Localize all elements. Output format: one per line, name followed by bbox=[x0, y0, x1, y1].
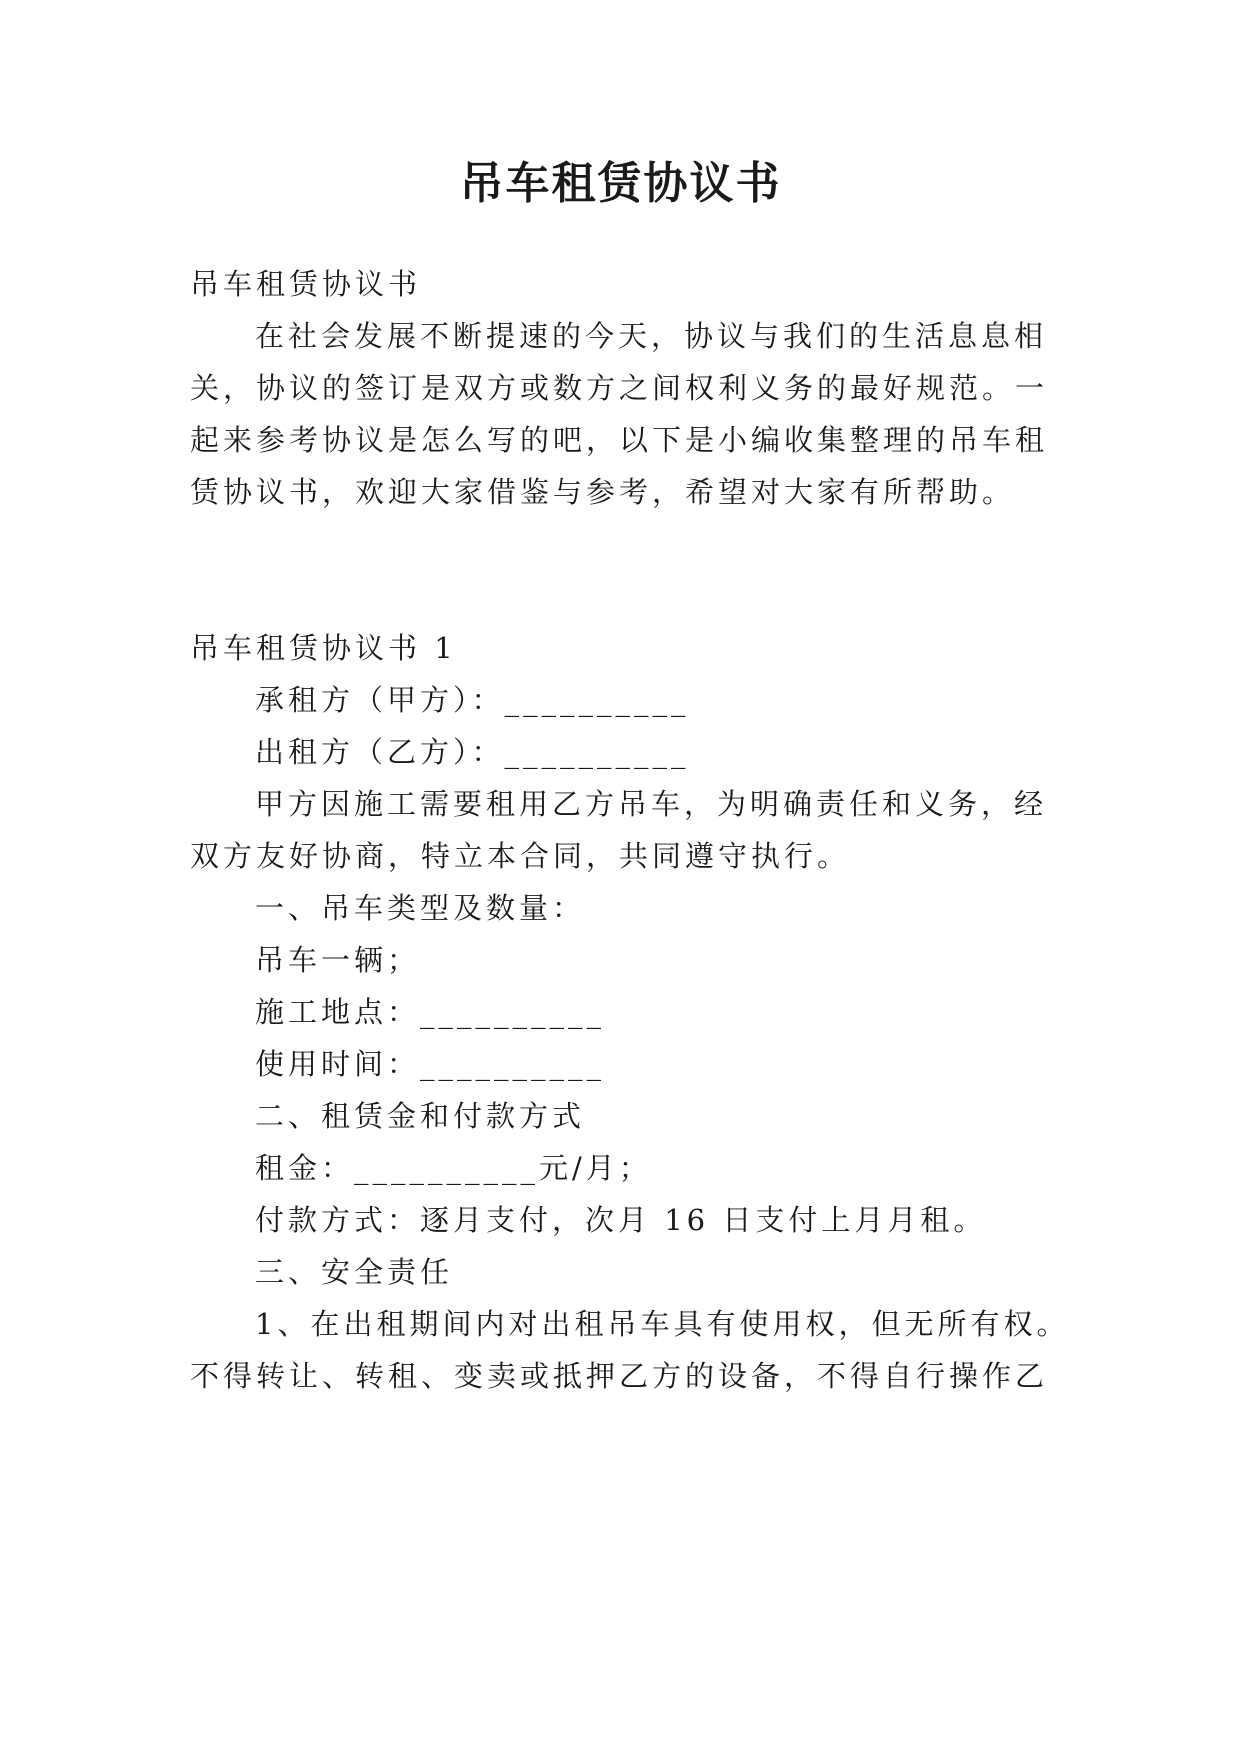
document-body bbox=[190, 255, 1070, 1455]
clause1-heading: 一、吊车类型及数量： bbox=[255, 891, 586, 925]
section1-heading: 吊车租赁协议书 1 bbox=[190, 631, 457, 665]
usage-time-line: 使用时间：__________ bbox=[255, 1047, 606, 1081]
rent-line: 租金：__________元/月； bbox=[255, 1151, 652, 1185]
intro-line-3: 起来参考协议是怎么写的吧，以下是小编收集整理的吊车租 bbox=[190, 423, 1049, 457]
intro-line-4: 赁协议书，欢迎大家借鉴与参考，希望对大家有所帮助。 bbox=[190, 475, 1016, 509]
purpose-line-2: 双方友好协商，特立本合同，共同遵守执行。 bbox=[190, 839, 851, 873]
purpose-line-1: 甲方因施工需要租用乙方吊车，为明确责任和义务，经 bbox=[255, 787, 1048, 821]
safety-line-1: 1、在出租期间内对出租吊车具有使用权，但无所有权。 bbox=[255, 1307, 1070, 1341]
payment-line: 付款方式：逐月支付，次月 16 日支付上月月租。 bbox=[255, 1203, 987, 1237]
intro-heading: 吊车租赁协议书 bbox=[190, 267, 422, 301]
lessor-line: 出租方（乙方）：__________ bbox=[255, 735, 690, 769]
clause3-heading: 三、安全责任 bbox=[255, 1255, 454, 1289]
safety-line-2: 不得转让、转租、变卖或抵押乙方的设备，不得自行操作乙 bbox=[190, 1359, 1049, 1393]
lessee-line: 承租方（甲方）：__________ bbox=[255, 683, 690, 717]
intro-line-2: 关，协议的签订是双方或数方之间权利义务的最好规范。一 bbox=[190, 371, 1049, 405]
intro-line-1: 在社会发展不断提速的今天，协议与我们的生活息息相 bbox=[255, 319, 1048, 353]
crane-count-line: 吊车一辆； bbox=[255, 943, 421, 977]
site-line: 施工地点：__________ bbox=[255, 995, 606, 1029]
document-title: 吊车租赁协议书 bbox=[459, 158, 782, 209]
clause2-heading: 二、租赁金和付款方式 bbox=[255, 1099, 586, 1133]
